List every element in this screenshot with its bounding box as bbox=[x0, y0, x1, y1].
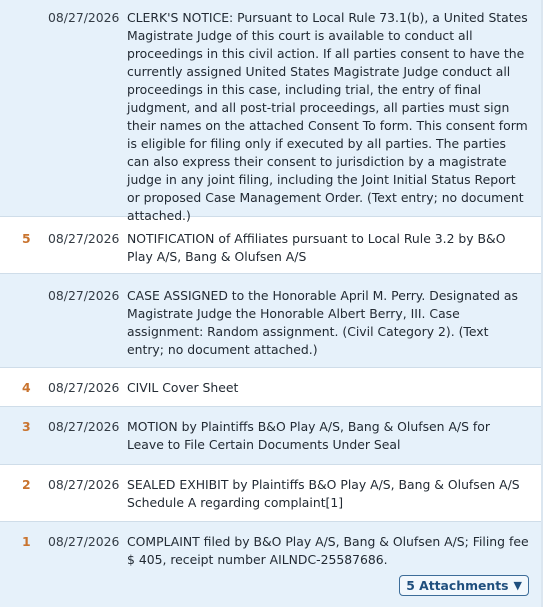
entry-number: 4 bbox=[22, 380, 31, 395]
entry-description: CIVIL Cover Sheet bbox=[127, 380, 239, 395]
docket-entry bbox=[0, 407, 541, 465]
caret-down-icon: ▼ bbox=[513, 579, 522, 592]
docket-entry bbox=[0, 465, 541, 522]
entry-date: 08/27/2026 bbox=[48, 288, 120, 303]
entry-number: 1 bbox=[22, 534, 31, 549]
entry-number: 5 bbox=[22, 231, 31, 246]
docket-entry bbox=[0, 522, 541, 607]
attachments-label: 5 Attachments bbox=[406, 578, 509, 593]
entry-number: 2 bbox=[22, 477, 31, 492]
docket-entry bbox=[0, 368, 541, 407]
docket-entry bbox=[0, 217, 541, 274]
entry-description-block bbox=[127, 533, 541, 596]
docket-entry bbox=[0, 274, 541, 368]
entry-date: 08/27/2026 bbox=[48, 380, 120, 395]
entry-description: CASE ASSIGNED to the Honorable April M. Perry. Designated as Magistrate Judge the Honorable Albert Berry, III. Case assignment: Random assignment. (Civil Category 2). (Text entry; no document attached.) bbox=[127, 288, 518, 357]
entry-date: 08/27/2026 bbox=[48, 10, 120, 25]
entry-description: COMPLAINT filed by B&O Play A/S, Bang & Olufsen A/S; Filing fee $ 405, receipt number AILNDC-25587686. bbox=[127, 534, 529, 567]
docket-entry bbox=[0, 0, 541, 223]
entry-date: 08/27/2026 bbox=[48, 534, 120, 549]
entry-description: CLERK'S NOTICE: Pursuant to Local Rule 73.1(b), a United States Magistrate Judge of this court is available to conduct all proceedings in this civil action. If all parties consent to have the currently assigned United States Magistrate Judge conduct all proceedings in this case, including trial, the entry of final judgment, and all post-trial proceedings, all parties must sign their names on the attached Consent To form. This consent form is eligible for filing only if executed by all parties. The parties can also express their consent to jurisdiction by a magistrate judge in any joint filing, including the Joint Initial Status Report or proposed Case Management Order. (Text entry; no document attached.) bbox=[127, 10, 528, 223]
attachments-dropdown-button[interactable] bbox=[399, 575, 529, 596]
entry-description: MOTION by Plaintiffs B&O Play A/S, Bang & Olufsen A/S for Leave to File Certain Documents Under Seal bbox=[127, 419, 490, 452]
entry-date: 08/27/2026 bbox=[48, 231, 120, 246]
entry-date: 08/27/2026 bbox=[48, 419, 120, 434]
entry-description: NOTIFICATION of Affiliates pursuant to Local Rule 3.2 by B&O Play A/S, Bang & Olufsen A/S bbox=[127, 231, 506, 264]
entry-date: 08/27/2026 bbox=[48, 477, 120, 492]
entry-description: SEALED EXHIBIT by Plaintiffs B&O Play A/S, Bang & Olufsen A/S Schedule A regarding complaint[1] bbox=[127, 477, 520, 510]
attachments-container bbox=[127, 575, 529, 596]
entry-number: 3 bbox=[22, 419, 31, 434]
